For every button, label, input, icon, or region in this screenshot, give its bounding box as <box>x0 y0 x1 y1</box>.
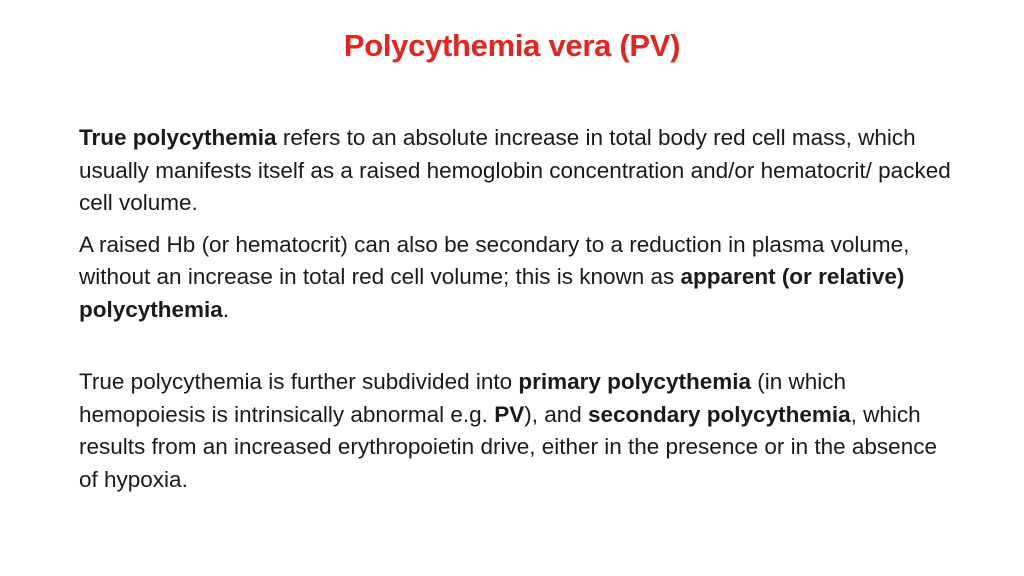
text-segment: . <box>222 296 230 322</box>
text-segment: (in which hemopoiesis is intrinsically abnormal e.g. <box>79 369 847 427</box>
term-apparent-polycythemia: apparent (or relative) polycythemia <box>79 264 905 322</box>
text-segment: True polycythemia is further subdivided into <box>79 369 519 394</box>
text-segment: refers to an absolute increase in total body red cell mass, which usually manifests itself as a raised hemoglobin concentration and/or hematocrit/ packed cell volume. <box>79 125 951 215</box>
term-primary-polycythemia: primary polycythemia <box>518 369 751 394</box>
text-segment: ), and <box>524 401 588 427</box>
text-segment: , which results from an increased erythropoietin drive, either in the presence or in the absence of hypoxia. <box>79 401 937 492</box>
term-pv: PV <box>494 401 525 427</box>
paragraph-true-polycythemia <box>79 122 959 220</box>
term-true-polycythemia: True polycythemia <box>79 125 277 150</box>
paragraph-subdivision <box>79 366 959 496</box>
slide-title: Polycythemia vera (PV) <box>343 28 681 63</box>
paragraph-apparent-polycythemia <box>79 229 959 327</box>
term-secondary-polycythemia: secondary polycythemia <box>588 401 851 427</box>
text-segment: A raised Hb (or hematocrit) can also be secondary to a reduction in plasma volume, without an increase in total red cell volume; this is known as <box>79 231 910 289</box>
slide-body <box>79 122 959 496</box>
